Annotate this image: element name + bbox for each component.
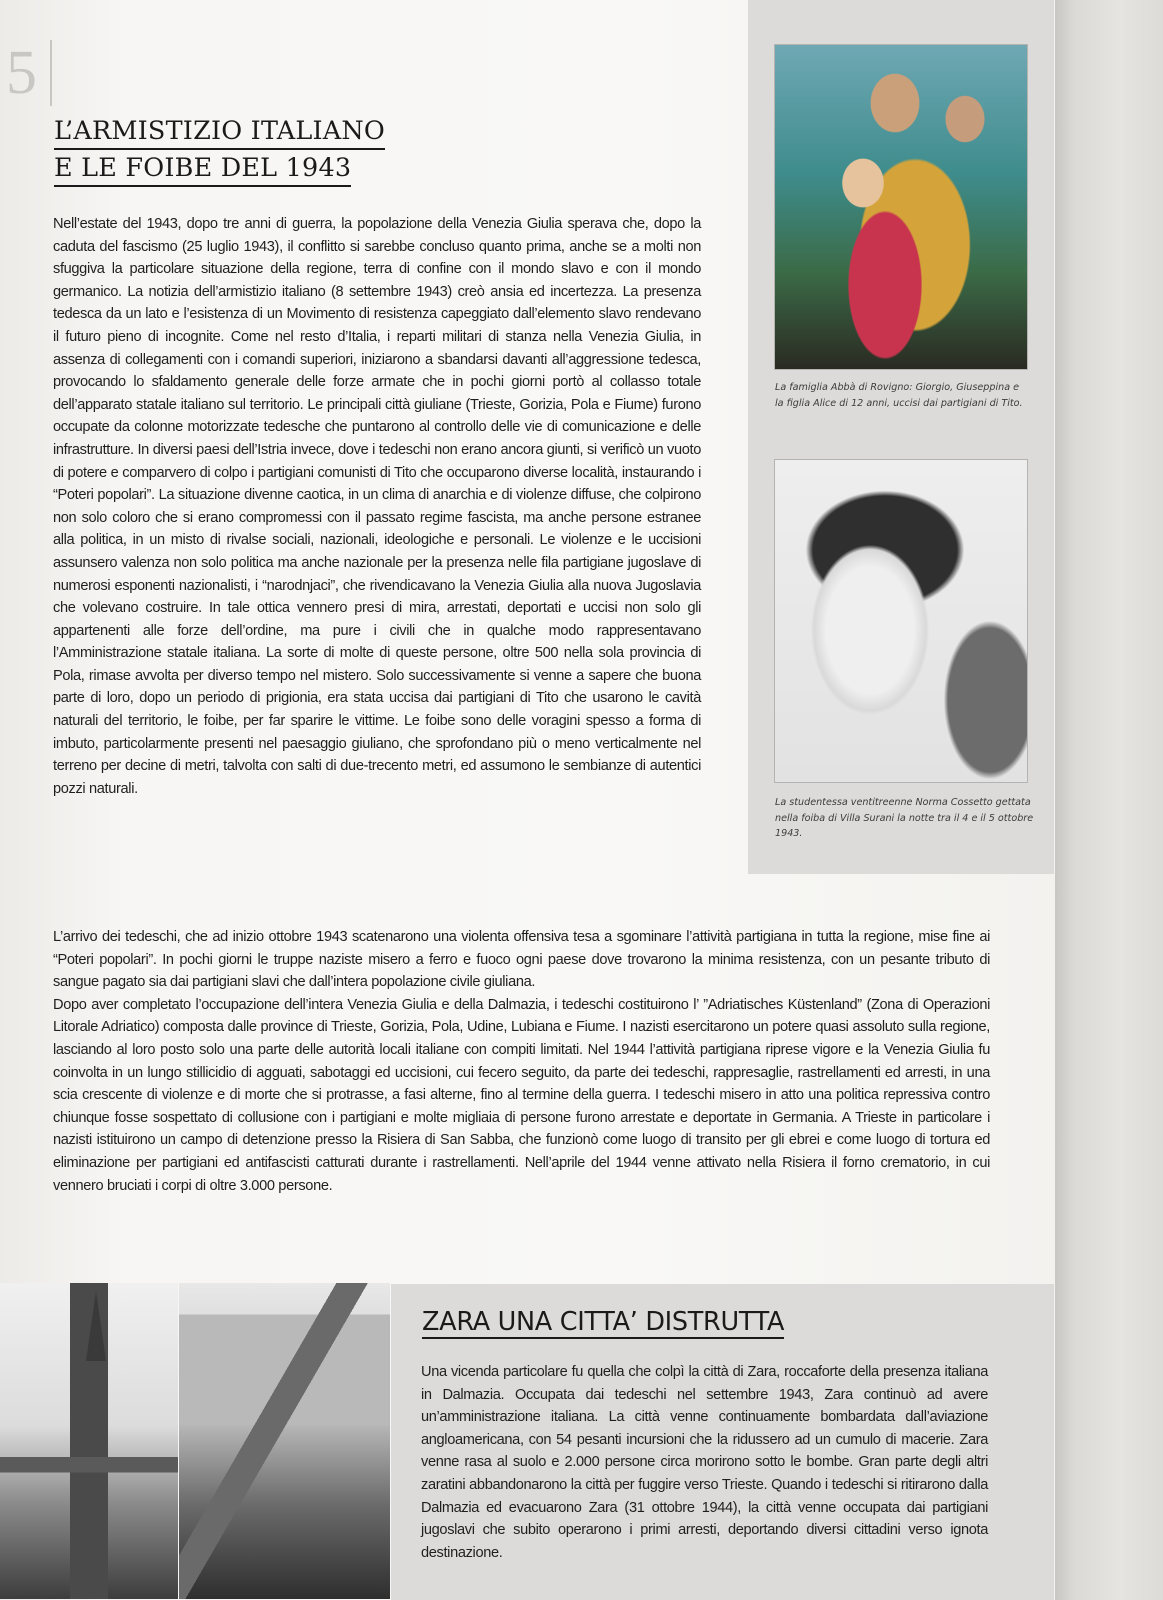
zara-paragraph: Una vicenda particolare fu quella che colpì la città di Zara, roccaforte della presenza italiana in Dalmazia. Occupata dai tedeschi nel settembre 1943, Zara continuò ad avere un’amministrazione italiana. La città venne continuamente bombardata dall’aviazione angloamericana, con 54 pesanti incursioni che la ridussero ad un cumulo di macerie. Zara venne rasa al suolo e 2.000 persone circa morirono sotto le bombe. Gran parte degli altri zaratini abbandonarono la città per fuggire verso Trieste. Quando i tedeschi si ritirarono dalla Dalmazia ed evacuarono Zara (31 ottobre 1944), la città venne occupata dai partigiani jugoslavi che subito operarono i primi arresti, deportando diversi cittadini verso ignota destinazione. — [421, 1364, 988, 1561]
article-lower-text — [53, 926, 990, 1197]
portrait-photo-caption: La studentessa ventitreenne Norma Cossetto gettata nella foiba di Villa Surani la notte tra il 4 e il 5 ottobre 1943. — [775, 797, 1034, 839]
article-title — [54, 113, 385, 187]
zara-title — [422, 1306, 784, 1339]
article-title-line-1: L’ARMISTIZIO ITALIANO — [54, 114, 385, 150]
page-edge — [1055, 0, 1163, 1600]
article-paragraph-3: Dopo aver completato l’occupazione dell’intera Venezia Giulia e della Dalmazia, i tedeschi costituirono l’ ”Adriatisches Küstenland” (Zona di Operazioni Litorale Adriatico) composta dalle province di Trieste, Gorizia, Pola, Udine, Lubiana e Fiume. I nazisti esercitarono un potere quasi assoluto sulla regione, lasciando al loro posto solo una parte delle autorità locali italiane con compiti limitati. Nel 1944 l’attività partigiana riprese vigore e la Venezia Giulia fu coinvolta in un lungo stillicidio di agguati, sabotaggi ed uccisioni, cui fecero seguito, da parte dei tedeschi, rappresaglie, rastrellamenti ed arresti, in una scia crescente di violenze e di morte che si protrasse, a fasi alterne, fino al termine della guerra. I tedeschi misero in atto una politica repressiva contro chiunque fosse sospettato di collusione con i partigiani e molte migliaia di persone furono arrestate e deportate in Germania. A Trieste in particolare i nazisti istituirono un campo di detenzione presso la Risiera di San Sabba, che funzionò come luogo di transito per gli ebrei e come luogo di tortura ed eliminazione per partigiani ed antifascisti catturati durante i rastrellamenti. Nell’aprile del 1944 venne attivato nella Risiera il forno crematorio, in cui vennero bruciati i corpi di oltre 3.000 persone. — [53, 996, 990, 1194]
zara-ruins-photo-left — [0, 1283, 178, 1599]
article-paragraph-2: L’arrivo dei tedeschi, che ad inizio ottobre 1943 scatenarono una violenta offensiva tesa a sgominare l’attività partigiana in tutta la regione, mise fine ai “Poteri popolari”. In pochi giorni le truppe naziste misero a ferro e fuoco ogni paese dove trovarono la minima resistenza, con un pesante tributo di sangue pagato sia dai partigiani slavi che dall’intera popolazione civile giuliana. — [53, 929, 990, 991]
family-photo — [774, 44, 1028, 370]
article-title-line-2: E LE FOIBE DEL 1943 — [54, 151, 351, 187]
zara-title-text: ZARA UNA CITTA’ DISTRUTTA — [422, 1307, 785, 1337]
portrait-photo — [774, 459, 1028, 783]
family-photo-caption: La famiglia Abbà di Rovigno: Giorgio, Giuseppina e la figlia Alice di 12 anni, uccisi dai partigiani di Tito. — [775, 382, 1023, 409]
section-number: 5 — [6, 40, 52, 106]
zara-ruins-photo-right — [179, 1283, 390, 1599]
article-paragraph-1: Nell’estate del 1943, dopo tre anni di guerra, la popolazione della Venezia Giulia sperava che, dopo la caduta del fascismo (25 luglio 1943), il conflitto si sarebbe concluso quanto prima, anche se a molti non sfuggiva la particolare situazione della regione, terra di confine con il mondo slavo e con il mondo germanico. La notizia dell’armistizio italiano (8 settembre 1943) creò ansia ed incertezza. La presenza tedesca da un lato e l’esistenza di un Movimento di resistenza capeggiato dall’elemento slavo rendevano il futuro pieno di incognite. Come nel resto d’Italia, i reparti militari di stanza nella Venezia Giulia, in assenza di collegamenti con i comandi superiori, iniziarono a sbandarsi davanti all’aggressione tedesca, provocando lo sfaldamento generale delle forze armate che in pochi giorni portò al collasso totale dell’apparato statale italiano sul territorio. Le principali città giuliane (Trieste, Gorizia, Pola e Fiume) furono occupate da colonne motorizzate tedesche che puntarono al controllo delle vie di comunicazione e delle infrastrutture. In diversi paesi dell’Istria invece, dove i tedeschi non erano ancora giunti, si verificò un vuoto di potere e comparvero di colpo i partigiani comunisti di Tito che occuparono diverse località, instaurando i “Poteri popolari”. La situazione divenne caotica, in un clima di anarchia e di violenze diffuse, che colpirono non solo coloro che si erano compromessi con il passato regime fascista, ma anche persone estranee alla politica, in un misto di rivalse sociali, nazionali, ideologiche e personali. Le violenze e le uccisioni assunsero valenza non solo politica ma anche nazionale per la presenza nelle fila partigiane jugoslave di numerosi esponenti nazionalisti, i “narodnjaci”, che rivendicavano la Venezia Giulia alla nuova Jugoslavia che volevano costruire. In tale ottica vennero presi di mira, arrestati, deportati e uccisi non solo gli appartenenti alle forze dell’ordine, ma pure i civili che in qualche modo rappresentavano l’Amministrazione statale italiana. La sorte di molte di queste persone, oltre 500 nella sola provincia di Pola, rimase avvolta per diverso tempo nel mistero. Solo successivamente si venne a sapere che buona parte di loro, dopo un periodo di prigionia, era stata uccisa dai partigiani di Tito che usarono le cavità naturali del territorio, le foibe, per far sparire le vittime. Le foibe sono delle voragini spesso a forma di imbuto, particolarmente presenti nel paesaggio giuliano, che sprofondano più o meno verticalmente nel terreno per decine di metri, talvolta con salti di due-trecento metri, ed assumono le sembianze di autentici pozzi naturali. — [53, 216, 701, 797]
